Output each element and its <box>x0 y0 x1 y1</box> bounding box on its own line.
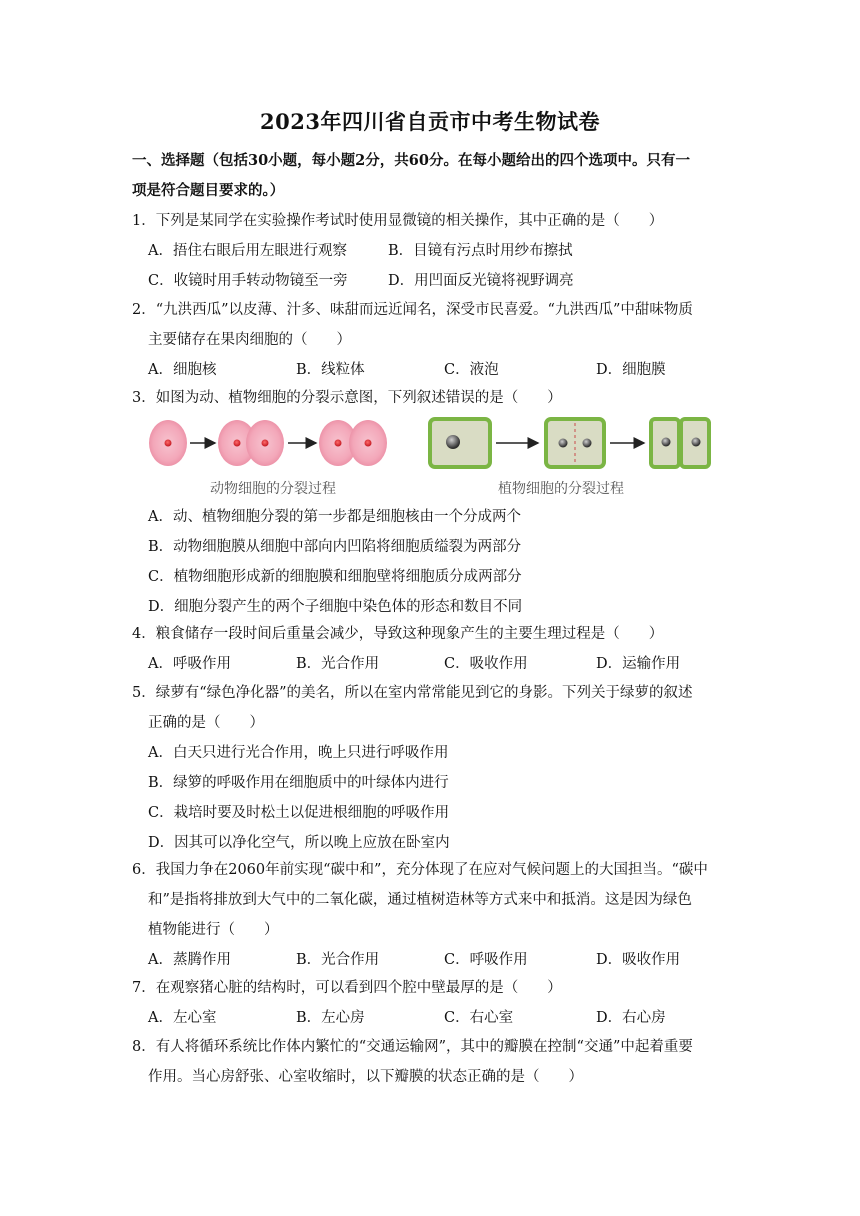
animal-cell-stage-1 <box>149 420 187 466</box>
plant-cell-stage-2 <box>546 419 604 467</box>
question-stem: 5．绿萝有“绿色净化器”的美名，所以在室内常常能见到它的身影。下列关于绿萝的叙述 <box>132 685 693 701</box>
question-5 <box>132 678 742 858</box>
option-c: C．植物细胞形成新的细胞膜和细胞壁将细胞质分成两部分 <box>148 569 522 585</box>
option-row <box>132 236 742 266</box>
animal-cell-stage-3 <box>319 420 387 466</box>
question-stem: 6．我国力争在2060年前实现“碳中和”，充分体现了在应对气候问题上的大国担当。“碳中 <box>132 862 708 878</box>
option-a: A．捂住右眼后用左眼进行观察 <box>148 243 347 259</box>
section-heading <box>132 146 732 206</box>
option-row <box>132 1003 742 1033</box>
option-a: A．动、植物细胞分裂的第一步都是细胞核由一个分成两个 <box>148 509 521 525</box>
option-c: C．栽培时要及时松土以促进根细胞的呼吸作用 <box>148 805 450 821</box>
figure-caption-animal: 动物细胞的分裂过程 <box>210 481 336 497</box>
option-row <box>132 266 742 296</box>
option-a: A．白天只进行光合作用，晚上只进行呼吸作用 <box>148 745 449 761</box>
question-stem: 4．粮食储存一段时间后重量会减少，导致这种现象产生的主要生理过程是（ ） <box>132 626 664 642</box>
option-b: B．动物细胞膜从细胞中部向内凹陷将细胞质缢裂为两部分 <box>148 539 522 555</box>
option-a: A．左心室 <box>148 1010 217 1026</box>
option-row <box>132 649 742 679</box>
question-stem: 和”是指将排放到大气中的二氧化碳，通过植树造林等方式来中和抵消。这是因为绿色 <box>148 892 692 908</box>
option-b: B．绿箩的呼吸作用在细胞质中的叶绿体内进行 <box>148 775 449 791</box>
plant-cell-stage-1 <box>430 419 490 467</box>
option-b: B．光合作用 <box>296 952 380 968</box>
option-c: C．右心室 <box>444 1010 514 1026</box>
figure-caption-plant: 植物细胞的分裂过程 <box>498 481 624 497</box>
option-d: D．运输作用 <box>596 656 681 672</box>
option-a: A．细胞核 <box>148 362 217 378</box>
question-2 <box>132 295 742 385</box>
option-c: C．吸收作用 <box>444 656 528 672</box>
question-7 <box>132 973 742 1033</box>
question-3-options <box>132 502 742 622</box>
option-b: B．左心房 <box>296 1010 365 1026</box>
question-3 <box>132 383 742 413</box>
plant-cell-stage-3 <box>651 419 709 467</box>
question-8 <box>132 1032 742 1092</box>
section-heading-line-2: 项是符合题目要求的。） <box>132 182 285 199</box>
option-d: D．吸收作用 <box>596 952 681 968</box>
section-heading-line-1: 一、选择题（包括30小题，每小题2分，共60分。在每小题给出的四个选项中。只有一 <box>132 152 690 169</box>
question-6 <box>132 855 742 975</box>
option-c: C．收镜时用手转动物镜至一旁 <box>148 273 348 289</box>
question-stem: 1．下列是某同学在实验操作考试时使用显微镜的相关操作，其中正确的是（ ） <box>132 213 664 229</box>
question-1 <box>132 206 742 296</box>
option-b: B．光合作用 <box>296 656 380 672</box>
question-stem: 7．在观察猪心脏的结构时，可以看到四个腔中壁最厚的是（ ） <box>132 980 562 996</box>
option-row <box>132 355 742 385</box>
option-a: A．蒸腾作用 <box>148 952 231 968</box>
question-4 <box>132 619 742 679</box>
question-stem: 8．有人将循环系统比作体内繁忙的“交通运输网”，其中的瓣膜在控制“交通”中起着重要 <box>132 1039 693 1055</box>
option-b: B．目镜有污点时用纱布擦拭 <box>388 243 573 259</box>
option-row <box>132 945 742 975</box>
animal-cell-stage-2 <box>218 420 284 466</box>
question-stem: 2．“九洪西瓜”以皮薄、汁多、味甜而远近闻名，深受市民喜爱。“九洪西瓜”中甜味物质 <box>132 302 693 318</box>
question-stem: 3．如图为动、植物细胞的分裂示意图，下列叙述错误的是（ ） <box>132 390 562 406</box>
option-d: D．右心房 <box>596 1010 666 1026</box>
option-d: D．用凹面反光镜将视野调亮 <box>388 273 574 289</box>
question-stem: 主要储存在果肉细胞的（ ） <box>148 332 351 348</box>
option-c: C．液泡 <box>444 362 499 378</box>
question-stem: 植物能进行（ ） <box>148 922 279 938</box>
question-stem: 正确的是（ ） <box>148 715 264 731</box>
option-a: A．呼吸作用 <box>148 656 231 672</box>
page-title: 2023年四川省自贡市中考生物试卷 <box>260 109 600 134</box>
option-c: C．呼吸作用 <box>444 952 528 968</box>
option-d: D．细胞分裂产生的两个子细胞中染色体的形态和数目不同 <box>148 599 523 615</box>
option-b: B．线粒体 <box>296 362 365 378</box>
option-d: D．细胞膜 <box>596 362 666 378</box>
question-stem: 作用。当心房舒张、心室收缩时，以下瓣膜的状态正确的是（ ） <box>148 1069 583 1085</box>
option-d: D．因其可以净化空气，所以晚上应放在卧室内 <box>148 835 450 851</box>
